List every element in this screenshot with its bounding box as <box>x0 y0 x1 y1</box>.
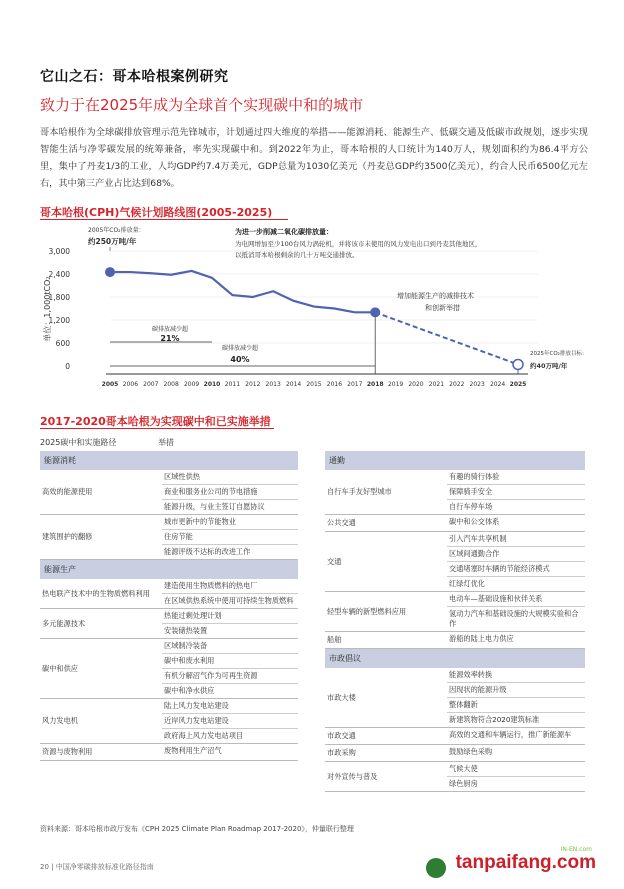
watermark-logo: tanpaifang.com <box>455 852 596 873</box>
table-row-path: 轻型车辆的新型燃料应用 <box>327 606 407 616</box>
x-tick-label: 2024 <box>489 381 506 388</box>
page-title: 它山之石：哥本哈根案例研究 <box>40 69 229 85</box>
start-label-1: 2005年CO₂排放量： <box>88 227 145 234</box>
table-section-title: 2017-2020哥本哈根为实现碳中和已实施举措 <box>40 415 271 428</box>
table-measure: 区域性供热 <box>162 470 298 485</box>
x-tick-label: 2016 <box>326 381 343 388</box>
table-row <box>325 592 585 632</box>
x-tick-label: 2012 <box>245 381 261 388</box>
x-tick-label: 2018 <box>366 381 384 388</box>
x-tick-label: 2011 <box>224 381 241 388</box>
x-tick-label: 2009 <box>183 381 200 388</box>
table-measure: 因现状的能源升级 <box>447 683 585 698</box>
table-measure: 氢动力汽车和基础设施的大规模实验和合作 <box>449 609 579 628</box>
table-measure: 近岸风力发电站建设 <box>162 714 298 729</box>
further-text-1: 为电网增加至少100台风力涡轮机，并将该市未使用的风力发电出口到丹麦其他地区， <box>235 240 482 248</box>
further-text-2: 以抵消哥本哈根剩余的几十万吨交通排放。 <box>235 251 359 259</box>
x-tick-label: 2025 <box>509 381 527 388</box>
chart-section-underline <box>40 219 288 220</box>
table-row-path: 船舶 <box>327 635 342 644</box>
page-footer: 20 | 中国净零碳排放标准化路径指南 <box>40 863 154 871</box>
table-measure: 红绿灯优化 <box>449 579 485 588</box>
table-measure: 碳中和公交体系 <box>449 517 500 526</box>
y-tick-label: 3,000 <box>48 247 70 256</box>
table-measure: 能源升级，与业主签订自愿协议 <box>164 502 265 511</box>
reduction-21-value: 21% <box>160 334 180 343</box>
table-header <box>40 437 300 448</box>
end-label-2: 约40万吨/年 <box>530 362 568 370</box>
table-row <box>40 579 298 609</box>
table-measure: 保障骑手安全 <box>447 485 585 500</box>
table-measure: 住房节能 <box>162 530 298 545</box>
end-label-1: 2025年CO₂排放目标： <box>530 351 588 357</box>
table-measure: 游船的陆上电力供应 <box>449 634 514 643</box>
x-tick-label: 2005 <box>101 381 119 388</box>
reduction-40-value: 40% <box>230 355 250 364</box>
table-row <box>40 515 298 560</box>
table-row-path: 热电联产技术中的生物质燃料利用 <box>42 588 150 598</box>
point-2005 <box>105 267 115 277</box>
reduction-40-label: 碳排放减少超 <box>221 345 259 352</box>
table-measure: 商业和服务业公司的节电措施 <box>162 485 298 500</box>
table-band: 能源生产 <box>40 560 298 579</box>
table-measure: 能源效率转换 <box>447 668 585 683</box>
table-measure: 碳中和净水供应 <box>164 686 215 695</box>
table-measure: 碳中和废水利用 <box>162 654 298 669</box>
table-row <box>40 639 298 699</box>
table-band: 市政倡议 <box>325 649 585 668</box>
table-measure: 有机分解沼气作为可再生资源 <box>162 669 298 684</box>
table-row-path: 风力发电机 <box>42 716 78 725</box>
table-measure: 政府海上风力发电站项目 <box>164 731 244 740</box>
point-2025 <box>513 359 523 369</box>
y-tick-label: 1,200 <box>48 316 70 325</box>
x-tick-label: 2010 <box>203 381 221 388</box>
table-row <box>40 699 298 744</box>
table-row <box>325 532 585 592</box>
table-measure: 鼓励绿色采购 <box>449 747 493 756</box>
table-row-path: 市政交通 <box>327 731 356 740</box>
table-measure: 绿色厨房 <box>449 779 478 788</box>
y-tick-label: 1,800 <box>48 293 70 302</box>
table-measure: 交通堵塞时车辆的节能经济模式 <box>447 562 585 577</box>
table-row-path: 资源与废物利用 <box>42 747 93 756</box>
y-axis-label: 单位：1,000tCO₂ <box>43 276 52 342</box>
table-row <box>325 515 585 532</box>
leaf-logo-icon <box>426 858 446 878</box>
y-tick-label: 600 <box>55 339 70 348</box>
table-row <box>325 632 585 649</box>
table-measure: 新建筑物符合2020建筑标准 <box>449 715 540 724</box>
watermark-small: IN-EN.com <box>560 846 592 853</box>
y-tick-label: 0 <box>65 362 70 371</box>
table-row <box>325 668 585 728</box>
emission-chart <box>40 224 600 404</box>
table-measure: 区域间通勤合作 <box>447 547 585 562</box>
table-measure: 陆上风力发电站建设 <box>162 699 298 714</box>
x-tick-label: 2023 <box>469 381 485 388</box>
x-tick-label: 2013 <box>265 381 281 388</box>
table-row <box>325 762 585 792</box>
x-tick-label: 2006 <box>122 381 139 388</box>
table-row-path: 市政采购 <box>327 748 356 757</box>
table-measure: 安装储热装置 <box>164 626 208 635</box>
table-row-path: 自行车手友好型城市 <box>327 487 392 496</box>
table-row-path: 多元能源技术 <box>42 618 86 628</box>
table-row-path: 交通 <box>327 556 342 566</box>
further-title: 为进一步削减二氧化碳排放量： <box>235 228 333 236</box>
table-row <box>325 745 585 762</box>
chart-section-title: 哥本哈根(CPH)气候计划路线图(2005-2025) <box>40 206 273 219</box>
table-measure: 区域制冷装备 <box>162 639 298 654</box>
table-measure: 整体翻新 <box>447 698 585 713</box>
table-row-path: 建筑围护的翻修 <box>42 532 93 541</box>
tech-label-1: 增加能源生产的减排技术 <box>397 292 474 300</box>
reduction-21-label: 碳排放减少超 <box>151 326 189 333</box>
table-header-measures: 举措 <box>158 438 174 447</box>
table-row-path: 碳中和供应 <box>42 663 78 673</box>
table-band: 通勤 <box>325 451 585 470</box>
table-measure: 建造使用生物质燃料的热电厂 <box>162 579 298 594</box>
x-tick-label: 2022 <box>449 381 465 388</box>
x-tick-label: 2021 <box>428 381 445 388</box>
x-tick-label: 2020 <box>408 381 424 388</box>
y-tick-label: 2,400 <box>48 270 70 279</box>
table-row <box>40 609 298 639</box>
table-measure: 引入汽车共享机制 <box>447 532 585 547</box>
table-measure: 能源评级不达标的改进工作 <box>164 547 251 556</box>
x-tick-label: 2007 <box>143 381 159 388</box>
table-measure: 废物利用生产沼气 <box>164 746 222 755</box>
x-tick-label: 2019 <box>387 381 404 388</box>
table-row-path: 市政大楼 <box>327 692 356 702</box>
table-measure: 城市更新中的节能物业 <box>162 515 298 530</box>
x-tick-label: 2008 <box>163 381 179 388</box>
table-measure: 气候大使 <box>447 762 585 777</box>
intro-paragraph: 哥本哈根作为全球碳排放管理示范先锋城市，计划通过四大维度的举措——能源消耗、能源生产、低碳交通及低碳市政规划，逐步实现智能生活与净零碳发展的统筹兼备，率先实现碳中和。到2022年为止，哥本哈根的人口统计为140万人，规划面积约为86.4平方公里，集中了丹麦1/3的工业，人均GDP约7.4万美元，GDP总量为1030亿美元（丹麦总GDP约3500亿美元），约合人民币6500亿元左右，其中第三产业占比达到68%。 <box>40 127 588 189</box>
x-tick-label: 2014 <box>285 381 302 388</box>
right-measures-table <box>325 451 585 792</box>
table-row-path: 对外宣传与普及 <box>327 771 378 781</box>
x-tick-label: 2015 <box>306 381 322 388</box>
table-row-path: 高效的能源使用 <box>42 487 93 496</box>
table-measure: 在区域供热系统中使用可持续生物质燃料 <box>164 596 294 605</box>
table-row-path: 公共交通 <box>327 518 356 527</box>
table-measure: 有趣的骑行体验 <box>447 470 585 485</box>
left-measures-table <box>40 451 298 761</box>
table-row <box>325 470 585 515</box>
start-label-2: 约250万吨/年 <box>88 237 137 246</box>
table-section-underline <box>40 428 274 429</box>
table-row <box>40 470 298 515</box>
table-row <box>325 728 585 745</box>
page-subtitle: 致力于在2025年成为全球首个实现碳中和的城市 <box>40 96 364 114</box>
source-footnote: 资料来源：哥本哈根市政厅发布《CPH 2025 Climate Plan Roadmap 2017-2020》，仲量联行整理 <box>40 825 354 833</box>
table-measure: 热能过剩处理计划 <box>162 609 298 624</box>
table-measure: 自行车停车场 <box>449 502 493 511</box>
table-band: 能源消耗 <box>40 451 298 470</box>
point-2018 <box>370 307 380 317</box>
table-header-path: 2025碳中和实施路径 <box>40 438 117 447</box>
table-measure: 电动车—基础设施和伙伴关系 <box>447 592 585 607</box>
x-tick-label: 2017 <box>347 381 363 388</box>
tech-label-2: 和创新举措 <box>425 304 460 312</box>
table-measure: 高效的交通和车辆运行，推广新能源车 <box>449 730 572 739</box>
table-row <box>40 744 298 761</box>
series-line-actual <box>110 271 375 312</box>
